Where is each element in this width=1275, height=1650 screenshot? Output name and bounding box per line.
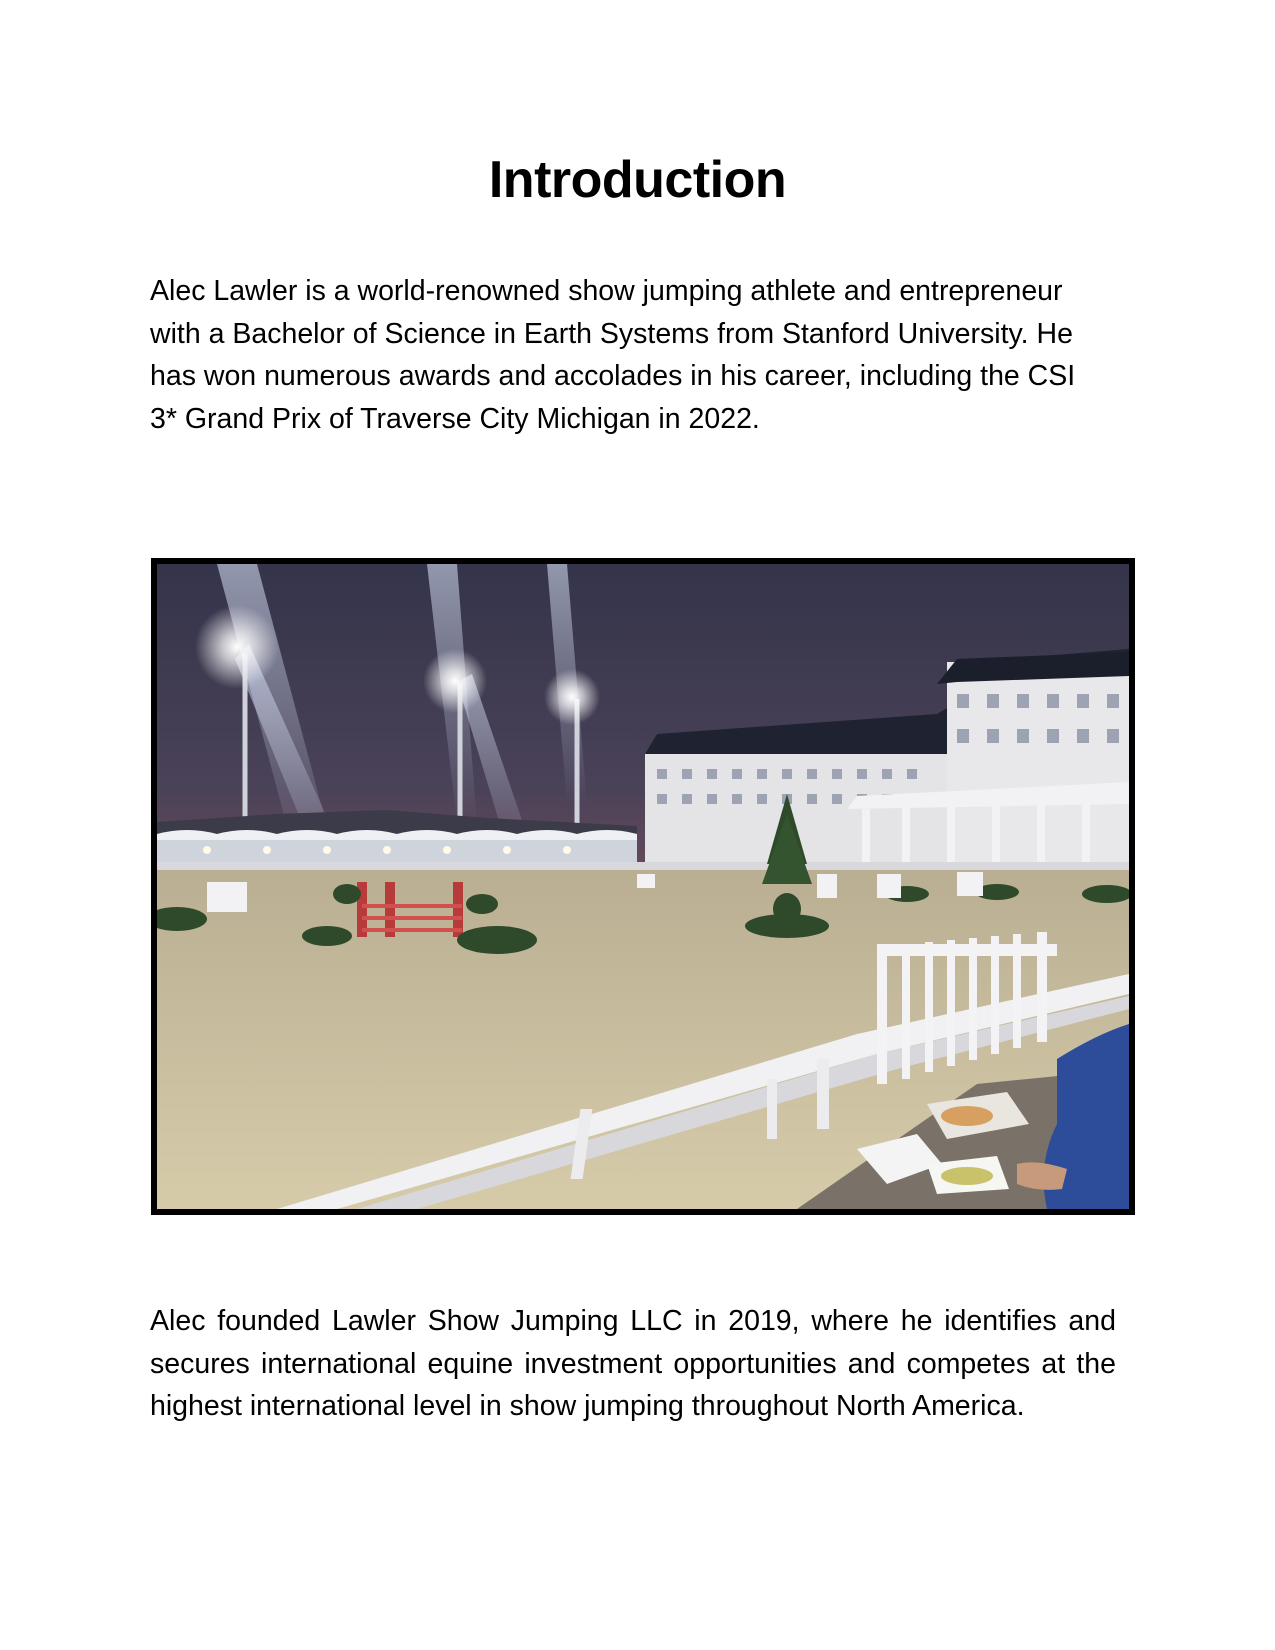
intro-paragraph: Alec Lawler is a world-renowned show jumping athlete and entrepreneur with a Bachelor of Science in Earth Systems from Stanford University. He has won numerous awards and accolades in his career, including the CSI 3* Grand Prix of Traverse City Michigan in 2022. — [150, 275, 1076, 435]
arena-photo — [151, 558, 1135, 1215]
grandstand-tents — [157, 830, 637, 862]
founding-paragraph: Alec founded Lawler Show Jumping LLC in 2019, where he identifies and secures international equine investment opportunities and competes at the highest international level in show jumping throughout North America. — [150, 1305, 1116, 1422]
page-title: Introduction — [488, 151, 787, 209]
